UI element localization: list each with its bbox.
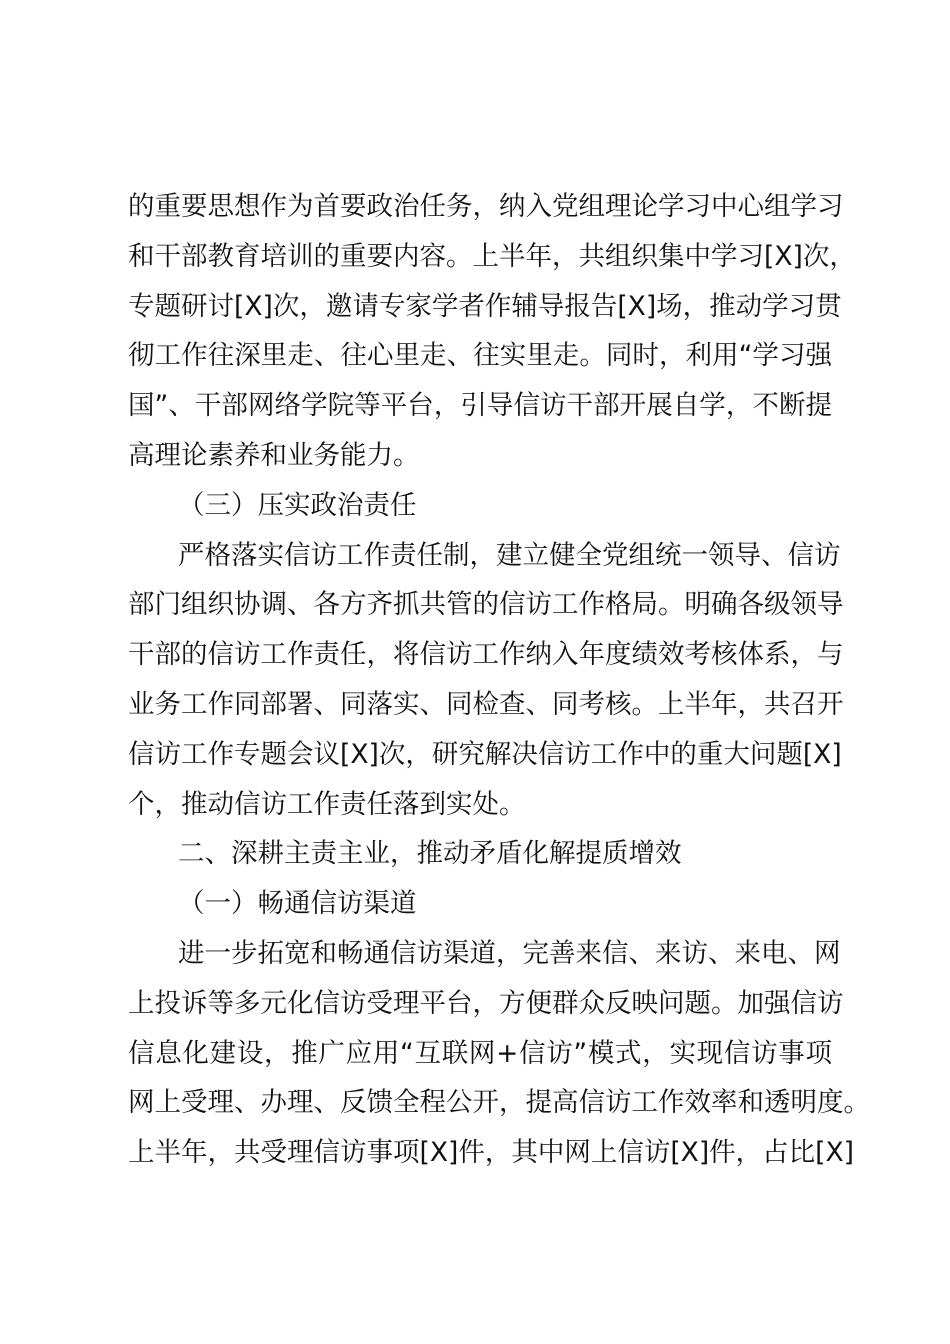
text-line: 严格落实信访工作责任制，建立健全党组统一领导、信访: [178, 539, 841, 571]
text-line: 上投诉等多元化信访受理平台，方便群众反映问题。加强信访: [128, 987, 844, 1019]
text-line: 信访工作专题会议[X]次，研究解决信访工作中的重大问题[X]: [128, 738, 842, 770]
text-line: 进一步拓宽和畅通信访渠道，完善来信、来访、来电、网: [178, 938, 841, 969]
text-line: 信息化建设，推广应用“互联网+信访”模式，实现信访事项: [128, 1037, 832, 1069]
text-line: 网上受理、办理、反馈全程公开，提高信访工作效率和透明度。: [128, 1087, 870, 1119]
text-line: 的重要思想作为首要政治任务，纳入党组理论学习中心组学习: [128, 191, 844, 222]
text-line: 干部的信访工作责任，将信访工作纳入年度绩效考核体系，与: [128, 639, 844, 671]
text-line: 专题研讨[X]次，邀请专家学者作辅导报告[X]场，推动学习贯: [128, 290, 842, 322]
text-line: 业务工作同部署、同落实、同检查、同考核。上半年，共召开: [128, 689, 844, 720]
text-line: 二、深耕主责主业，推动矛盾化解提质增效: [178, 838, 682, 870]
text-line: 个，推动信访工作责任落到实处。: [128, 788, 526, 820]
text-line: （一）畅通信访渠道: [178, 888, 417, 920]
text-line: 高理论素养和业务能力。: [128, 440, 420, 471]
text-line: 和干部教育培训的重要内容。上半年，共组织集中学习[X]次，: [128, 240, 856, 272]
text-line: 国”、干部网络学院等平台，引导信访干部开展自学，不断提: [128, 390, 832, 422]
text-line: 上半年，共受理信访事项[X]件，其中网上信访[X]件，占比[X]: [128, 1137, 854, 1169]
text-line: 彻工作往深里走、往心里走、往实里走。同时，利用“学习强: [128, 340, 832, 372]
text-line: （三）压实政治责任: [178, 489, 417, 521]
text-line: 部门组织协调、各方齐抓共管的信访工作格局。明确各级领导: [128, 589, 844, 621]
